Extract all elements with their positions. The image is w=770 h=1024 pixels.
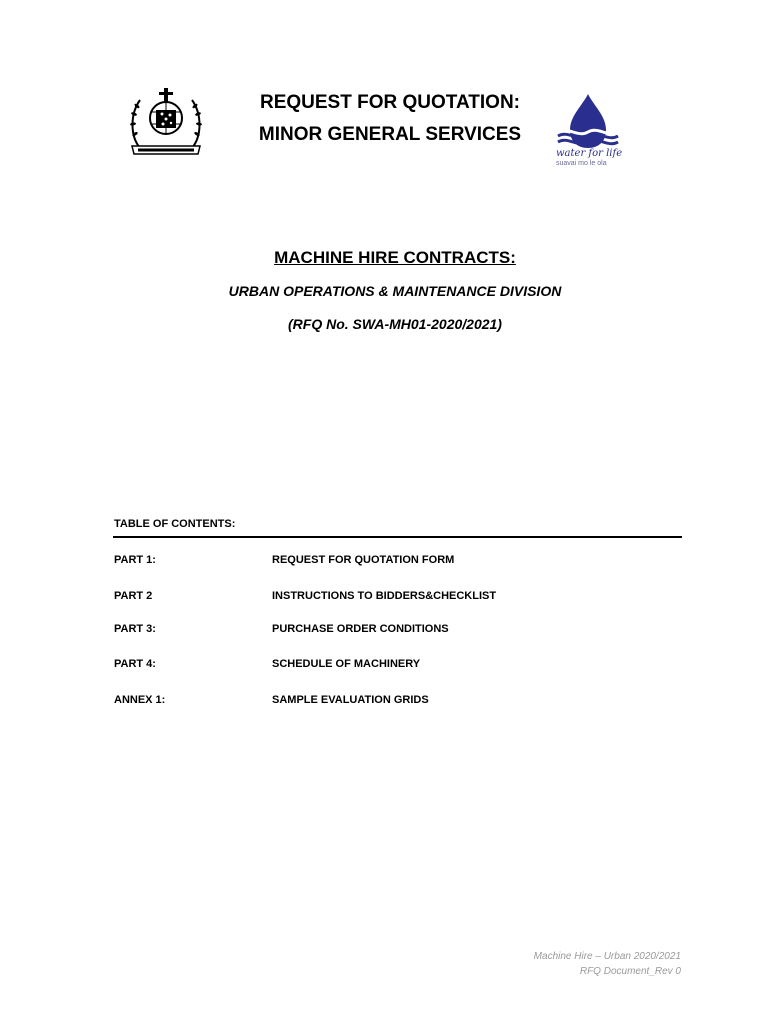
division-name: URBAN OPERATIONS & MAINTENANCE DIVISION [228,283,562,299]
toc-part-label: PART 3: [114,623,156,635]
document-title-line2: MINOR GENERAL SERVICES [258,124,522,145]
toc-row [114,590,684,606]
toc-part-label: PART 1: [114,554,156,566]
toc-divider [113,536,682,538]
toc-part-title: REQUEST FOR QUOTATION FORM [272,554,455,566]
logo-subtagline: suavai mo le ola [556,160,607,167]
toc-part-label: PART 2 [114,590,153,602]
toc-part-title: SAMPLE EVALUATION GRIDS [272,694,429,706]
toc-row [114,658,684,674]
toc-row [114,694,684,710]
logo-tagline: water for life [556,148,623,159]
toc-part-title: PURCHASE ORDER CONDITIONS [272,623,449,635]
toc-heading: TABLE OF CONTENTS: [114,518,236,530]
rfq-number: (RFQ No. SWA-MH01-2020/2021) [288,316,502,332]
toc-row [114,623,684,639]
contract-heading: MACHINE HIRE CONTRACTS: [274,248,516,267]
toc-part-title: INSTRUCTIONS TO BIDDERS&CHECKLIST [272,590,497,602]
document-title-line1: REQUEST FOR QUOTATION: [259,92,520,113]
toc-row [114,554,684,570]
toc-part-label: PART 4: [114,658,156,670]
footer-line2: RFQ Document_Rev 0 [579,966,681,977]
toc-part-label: ANNEX 1: [114,694,166,706]
toc-part-title: SCHEDULE OF MACHINERY [272,658,421,670]
footer-line1: Machine Hire – Urban 2020/2021 [533,951,681,962]
